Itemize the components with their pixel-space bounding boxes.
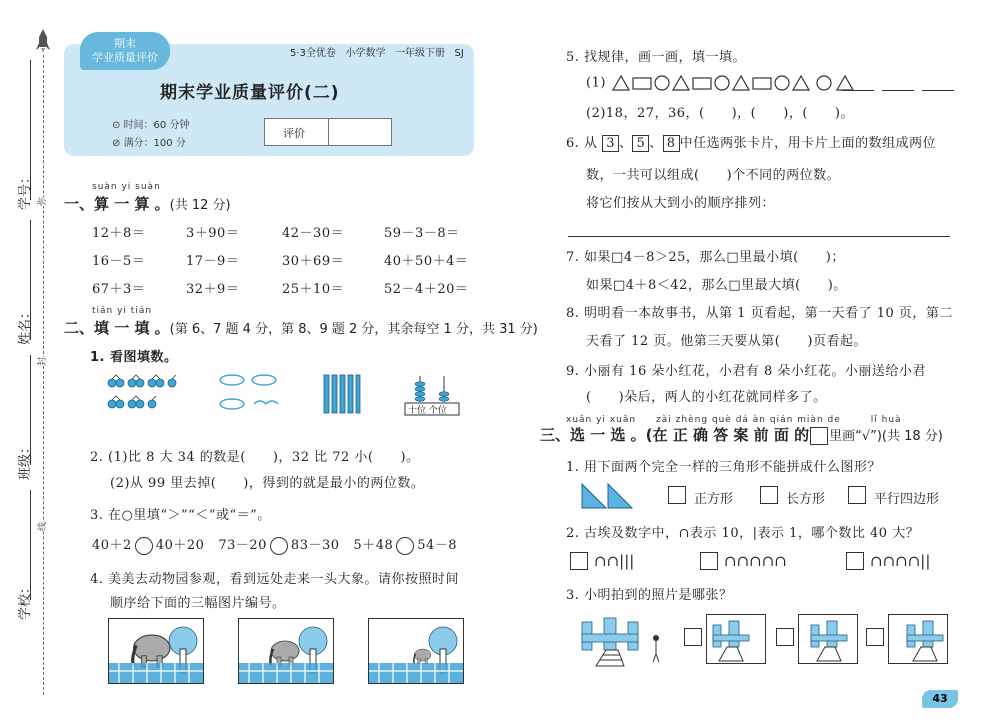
photo-option-image bbox=[706, 614, 766, 664]
photo-option-image bbox=[798, 614, 858, 664]
question-2-7a: 7. 如果□4－8＞25，那么□里最小填( )； bbox=[566, 250, 845, 265]
question-2-5a: (1) bbox=[586, 74, 856, 92]
section-2-pinyin: tián yi tián bbox=[92, 306, 153, 316]
calc-item[interactable]: 42－30＝ bbox=[282, 226, 345, 241]
calc-item[interactable]: 40＋50＋4＝ bbox=[384, 254, 469, 269]
answer-blank[interactable] bbox=[882, 90, 914, 91]
option-label: 长方形 bbox=[786, 492, 826, 507]
calc-item[interactable]: 52－4＋20＝ bbox=[384, 282, 469, 297]
question-2-6b: 数，一共可以组成( )个不同的两位数。 bbox=[586, 168, 841, 183]
compare-row: 40＋2 40＋20 73－20 83－30 5＋48 54－8 bbox=[92, 538, 458, 553]
section-1-title: 一、算 一 算 。(共 12 分) bbox=[64, 195, 231, 213]
badge-line-2: 学业质量评价 bbox=[92, 51, 158, 64]
question-2-5: 5. 找规律，画一画，填一填。 bbox=[566, 50, 747, 65]
question-2-4a: 4. 美美去动物园参观，看到远处走来一头大象。请你按照时间 bbox=[90, 572, 460, 587]
school-label: 学校： bbox=[18, 580, 33, 620]
abacus-image bbox=[404, 372, 460, 420]
calc-item[interactable]: 12＋8＝ bbox=[92, 226, 146, 241]
rocket-icon bbox=[36, 28, 50, 54]
answer-line[interactable] bbox=[568, 236, 950, 237]
number-card: 8 bbox=[663, 135, 680, 152]
egyptian-numeral: ∩∩∩∩∩ bbox=[724, 552, 787, 570]
question-2-2a: 2. (1)比 8 大 34 的数是( )，32 比 72 小( )。 bbox=[90, 450, 420, 465]
cut-mark: 线 bbox=[35, 522, 48, 531]
answer-checkbox[interactable] bbox=[684, 628, 702, 646]
number-card: 3 bbox=[602, 135, 619, 152]
question-2-8b: 天看了 12 页。他第三天要从第( )页看起。 bbox=[586, 334, 867, 349]
section-2-title: 二、填 一 填 。(第 6、7 题 4 分，第 8、9 题 2 分，其余每空 1 分，共 31 分) bbox=[64, 319, 538, 337]
option-label: 平行四边形 bbox=[874, 492, 940, 507]
student-id-label: 学号： bbox=[18, 170, 33, 210]
abacus-label: 十位 个位 bbox=[408, 406, 447, 416]
calc-item[interactable]: 30＋69＝ bbox=[282, 254, 345, 269]
check-icon: ⊘ bbox=[112, 138, 124, 149]
subject: 小学数学 bbox=[345, 48, 386, 59]
answer-checkbox[interactable] bbox=[848, 486, 866, 504]
calc-item[interactable]: 17－9＝ bbox=[186, 254, 240, 269]
answer-checkbox[interactable] bbox=[700, 552, 718, 570]
question-3-1: 1. 用下面两个完全一样的三角形不能拼成什么图形？ bbox=[566, 460, 882, 475]
castle-scene-image bbox=[578, 608, 668, 668]
shape-pattern bbox=[611, 74, 856, 92]
grade: 一年级下册 bbox=[395, 48, 445, 59]
name-label: 姓名： bbox=[18, 305, 33, 345]
egyptian-numeral: ∩∩∩∩|| bbox=[870, 552, 931, 570]
series-info bbox=[290, 44, 464, 59]
calc-item[interactable]: 67＋3＝ bbox=[92, 282, 146, 297]
compare-circle[interactable] bbox=[135, 537, 153, 555]
number-card: 5 bbox=[632, 135, 649, 152]
question-2-9b: ( )朵后，两人的小红花就同样多了。 bbox=[586, 390, 827, 405]
compare-circle[interactable] bbox=[396, 537, 414, 555]
section-1-pinyin: suàn yi suàn bbox=[92, 182, 161, 192]
page-number: 43 bbox=[922, 690, 958, 708]
question-2-6c: 将它们按从大到小的顺序排列： bbox=[586, 196, 776, 211]
egyptian-numeral: ∩∩||| bbox=[594, 552, 635, 570]
question-2-1: 1. 看图填数。 bbox=[90, 350, 178, 365]
answer-checkbox[interactable] bbox=[776, 628, 794, 646]
page-title: 期末学业质量评价(二) bbox=[160, 83, 340, 103]
rating-label: 评价 bbox=[283, 127, 305, 140]
clock-icon: ⊙ bbox=[112, 120, 124, 131]
calc-item[interactable]: 25＋10＝ bbox=[282, 282, 345, 297]
answer-blank[interactable] bbox=[922, 90, 954, 91]
question-2-3: 3. 在○里填“＞”“＜”或“＝”。 bbox=[90, 508, 271, 523]
question-2-7b: 如果□4＋8＜42，那么□里最大填( )。 bbox=[586, 278, 847, 293]
sticks-image bbox=[322, 374, 362, 414]
answer-checkbox[interactable] bbox=[570, 552, 588, 570]
question-2-8a: 8. 明明看一本故事书，从第 1 页看起，第一天看了 10 页，第二 bbox=[566, 306, 953, 321]
clouds-image bbox=[216, 372, 282, 416]
question-3-3: 3. 小明拍到的照片是哪张？ bbox=[566, 588, 733, 603]
calc-item[interactable]: 3＋90＝ bbox=[186, 226, 240, 241]
cut-mark: 封 bbox=[35, 357, 48, 366]
question-2-4b: 顺序给下面的三幅图片编号。 bbox=[110, 596, 286, 611]
elephant-picture bbox=[238, 618, 334, 684]
elephant-picture bbox=[368, 618, 464, 684]
elephant-picture bbox=[108, 618, 204, 684]
answer-checkbox[interactable] bbox=[866, 628, 884, 646]
compare-circle[interactable] bbox=[270, 537, 288, 555]
question-2-5b: (2)18，27，36，( )，( )，( )。 bbox=[586, 106, 854, 121]
calc-item[interactable]: 32＋9＝ bbox=[186, 282, 240, 297]
section-3-title: 三、选 一 选 。(在 正 确 答 案 前 面 的 里画“√”)(共 18 分) bbox=[540, 426, 943, 444]
answer-checkbox[interactable] bbox=[668, 486, 686, 504]
photo-option-image bbox=[888, 614, 948, 664]
question-3-2: 2. 古埃及数字中，∩表示 10，|表示 1，哪个数比 40 大？ bbox=[566, 526, 920, 541]
class-label: 班级： bbox=[18, 440, 33, 480]
question-2-6a: 6. 从 3 、 5 、 8 中任选两张卡片，用卡片上面的数组成两位 bbox=[566, 136, 937, 151]
calc-item[interactable]: 16－5＝ bbox=[92, 254, 146, 269]
edition: SJ bbox=[454, 48, 464, 59]
answer-box-icon bbox=[810, 427, 828, 445]
series: 5·3全优卷 bbox=[290, 48, 336, 59]
rating-box bbox=[264, 118, 392, 146]
option-label: 正方形 bbox=[694, 492, 734, 507]
answer-checkbox[interactable] bbox=[760, 486, 778, 504]
time-info: ⊙ 时间：60 分钟 bbox=[112, 120, 190, 131]
cherries-image bbox=[104, 374, 182, 414]
score-info: ⊘ 满分：100 分 bbox=[112, 138, 186, 149]
exam-badge bbox=[80, 32, 170, 70]
badge-line-1: 期末 bbox=[114, 37, 136, 50]
calc-item[interactable]: 59－3－8＝ bbox=[384, 226, 460, 241]
section-3-pinyin: xuǎn yi xuǎn zài zhèng què dá àn qián miàn de lǐ huà bbox=[566, 415, 902, 425]
answer-blank[interactable] bbox=[842, 90, 874, 91]
binding-line bbox=[43, 55, 44, 695]
answer-checkbox[interactable] bbox=[846, 552, 864, 570]
question-2-2b: (2)从 99 里去掉( )，得到的就是最小的两位数。 bbox=[110, 476, 425, 491]
question-2-9a: 9. 小丽有 16 朵小红花，小君有 8 朵小红花。小丽送给小君 bbox=[566, 364, 926, 379]
cut-mark: 弥 bbox=[35, 197, 48, 206]
triangles-image bbox=[580, 482, 636, 510]
